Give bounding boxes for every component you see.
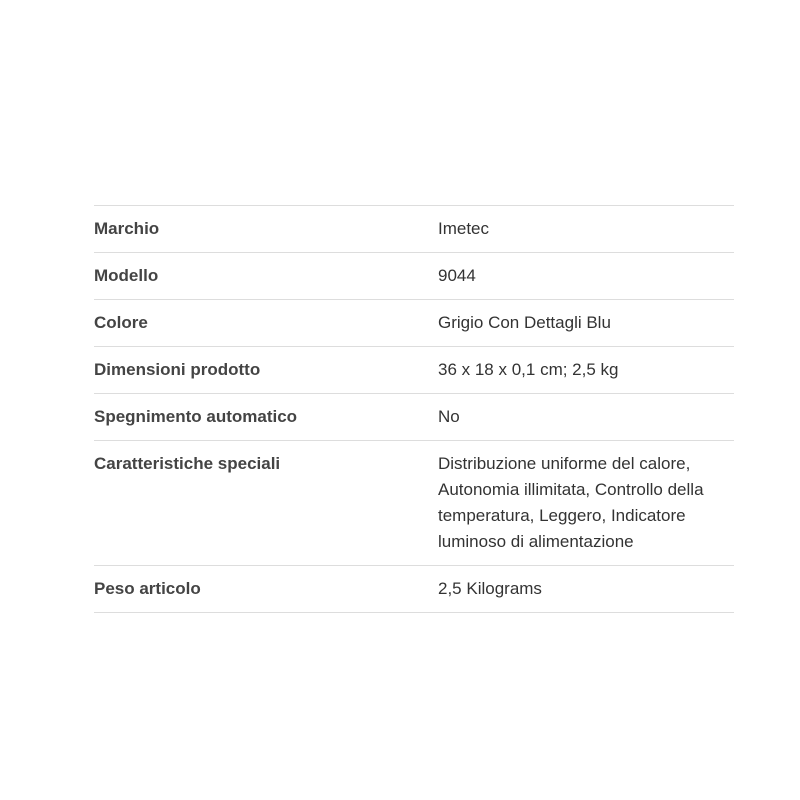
spec-row-color xyxy=(94,300,734,347)
spec-label: Marchio xyxy=(94,206,438,253)
spec-value: Grigio Con Dettagli Blu xyxy=(438,300,734,347)
spec-label: Peso articolo xyxy=(94,566,438,613)
spec-row-dimensions xyxy=(94,347,734,394)
spec-row-auto-off xyxy=(94,394,734,441)
spec-value: Distribuzione uniforme del calore, Autonomia illimitata, Controllo della temperatura, Leggero, Indicatore luminoso di alimentazione xyxy=(438,441,734,566)
spec-value: 9044 xyxy=(438,253,734,300)
spec-row-weight xyxy=(94,566,734,613)
spec-row-special-features xyxy=(94,441,734,566)
product-spec-table xyxy=(94,205,734,613)
spec-row-model xyxy=(94,253,734,300)
spec-label: Colore xyxy=(94,300,438,347)
spec-label: Modello xyxy=(94,253,438,300)
spec-row-brand xyxy=(94,206,734,253)
spec-value: 36 x 18 x 0,1 cm; 2,5 kg xyxy=(438,347,734,394)
spec-value: Imetec xyxy=(438,206,734,253)
spec-label: Caratteristiche speciali xyxy=(94,441,438,566)
spec-value: 2,5 Kilograms xyxy=(438,566,734,613)
spec-label: Spegnimento automatico xyxy=(94,394,438,441)
spec-label: Dimensioni prodotto xyxy=(94,347,438,394)
spec-value: No xyxy=(438,394,734,441)
